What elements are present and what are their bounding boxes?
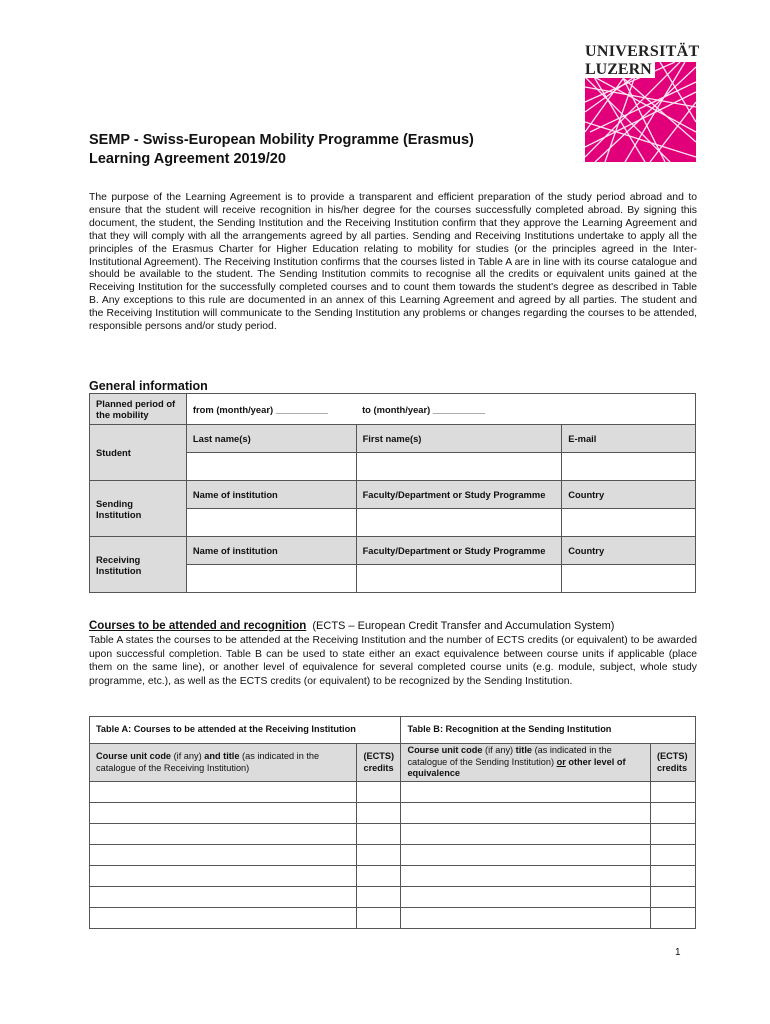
page-number: 1: [675, 947, 681, 958]
table-row: [90, 803, 696, 824]
table-row: [90, 908, 696, 929]
a-course-cell[interactable]: [90, 803, 357, 824]
a-ects-cell[interactable]: [357, 908, 401, 929]
first-name-header: First name(s): [356, 425, 562, 453]
receiving-country-input[interactable]: [562, 565, 696, 593]
sending-name-input[interactable]: [186, 509, 356, 537]
b-course-cell[interactable]: [401, 782, 651, 803]
b-equivalence-label: other level of equivalence: [407, 756, 626, 779]
a-if-any-label: (if any): [171, 751, 205, 761]
last-name-header: Last name(s): [186, 425, 356, 453]
sending-country-header: Country: [562, 481, 696, 509]
b-course-cell[interactable]: [401, 803, 651, 824]
a-title-label: title: [220, 751, 240, 761]
b-title-label: title: [515, 745, 533, 756]
receiving-country-header: Country: [562, 537, 696, 565]
a-course-cell[interactable]: [90, 908, 357, 929]
b-ects-cell[interactable]: [650, 824, 695, 845]
a-ects-cell[interactable]: [357, 845, 401, 866]
courses-table: [89, 716, 696, 929]
a-course-code-label: Course unit code: [96, 751, 172, 761]
a-ects-cell[interactable]: [357, 782, 401, 803]
a-ects-cell[interactable]: [357, 803, 401, 824]
university-logo: [585, 43, 700, 60]
email-header: E-mail: [562, 425, 696, 453]
b-course-cell[interactable]: [401, 824, 651, 845]
b-catalogue-note: (as indicated in the catalogue of the Sending Institution): [407, 745, 612, 767]
a-ects-cell[interactable]: [357, 866, 401, 887]
title-line2: Learning Agreement 2019/20: [89, 151, 286, 167]
table-a-title: Table A: Courses to be attended at the Receiving Institution: [90, 717, 401, 744]
a-course-cell[interactable]: [90, 824, 357, 845]
receiving-name-header: Name of institution: [186, 537, 356, 565]
intro-paragraph: The purpose of the Learning Agreement is to provide a transparent and efficient preparation of the study period abroad and to ensure that the student will receive recognition in his/her degree for the courses successfully completed abroad. By signing this document, the student, the Sending Institution and the Receiving Institution confirm that they approve the Learning Agreement and that they will comply with all the arrangements agreed by all parties. Sending and Receiving Institutions undertake to apply all the principles of the Erasmus Charter for Higher Education relating to mobility for studies (or the principles agreed in the Inter-Institutional Agreement). The Receiving Institution confirms that the courses listed in Table A are in line with its course catalogue and should be available to the student. The Sending Institution commits to recognise all the credits or equivalent units gained at the Receiving Institution for the successfully completed courses and to count them towards the student's degree as described in Table B. Any exceptions to this rule are documented in an annex of this Learning Agreement and agreed by all parties. The student and the Receiving Institution will communicate to the Sending Institution any problems or changes regarding the courses to be attended, responsible persons and/or study period.: [89, 192, 697, 333]
table-row: [90, 887, 696, 908]
table-b-course-header: [401, 744, 651, 782]
b-ects-cell[interactable]: [650, 782, 695, 803]
a-and-label: and: [204, 751, 221, 761]
a-catalogue-note: (as indicated in the catalogue of the Receiving Institution): [96, 751, 320, 773]
title-line1: SEMP - Swiss-European Mobility Programme (Erasmus): [89, 132, 474, 148]
receiving-faculty-header: Faculty/Department or Study Programme: [356, 537, 562, 565]
logo-line2: LUZERN: [585, 62, 655, 78]
b-course-cell[interactable]: [401, 908, 651, 929]
table-b-ects-header: (ECTS) credits: [650, 744, 695, 782]
table-row: [90, 782, 696, 803]
to-field[interactable]: to (month/year) __________: [356, 394, 695, 425]
a-ects-cell[interactable]: [357, 824, 401, 845]
a-course-cell[interactable]: [90, 845, 357, 866]
a-course-cell[interactable]: [90, 866, 357, 887]
document-title: [89, 131, 474, 169]
logo-pattern: [585, 62, 696, 162]
a-ects-cell[interactable]: [357, 887, 401, 908]
courses-heading-title: Courses to be attended and recognition: [89, 620, 307, 632]
student-label: Student: [90, 425, 187, 481]
general-info-table: [89, 393, 696, 593]
table-row: [90, 866, 696, 887]
b-if-any-label: (if any): [482, 745, 516, 756]
receiving-institution-label: Receiving Institution: [90, 537, 187, 593]
from-field[interactable]: from (month/year) __________: [186, 394, 356, 425]
table-a-ects-header: (ECTS) credits: [357, 744, 401, 782]
a-course-cell[interactable]: [90, 782, 357, 803]
b-course-cell[interactable]: [401, 866, 651, 887]
courses-paragraph: Table A states the courses to be attended at the Receiving Institution and the number of ECTS credits (or equivalent) to be awarded upon successful completion. Table B can be used to state either an exact equivalence between course units if applicable (place them on the same line), or another level of equivalence for several completed course units (e.g. module, subject, whole study programme, etc.), as well as the ECTS credits (or equivalent) to be recognized by the Sending Institution.: [89, 635, 697, 687]
table-row: [90, 845, 696, 866]
receiving-name-input[interactable]: [186, 565, 356, 593]
b-course-cell[interactable]: [401, 845, 651, 866]
table-b-title: Table B: Recognition at the Sending Institution: [401, 717, 696, 744]
courses-heading-note: (ECTS – European Credit Transfer and Accumulation System): [312, 620, 615, 632]
receiving-faculty-input[interactable]: [356, 565, 562, 593]
a-course-cell[interactable]: [90, 887, 357, 908]
sending-faculty-input[interactable]: [356, 509, 562, 537]
sending-institution-label: Sending Institution: [90, 481, 187, 537]
b-ects-cell[interactable]: [650, 887, 695, 908]
sending-faculty-header: Faculty/Department or Study Programme: [356, 481, 562, 509]
sending-country-input[interactable]: [562, 509, 696, 537]
logo-line1: UNIVERSITÄT: [585, 43, 700, 60]
sending-name-header: Name of institution: [186, 481, 356, 509]
general-info-heading: General information: [89, 379, 208, 393]
courses-heading: [89, 620, 614, 632]
b-course-cell[interactable]: [401, 887, 651, 908]
first-name-input[interactable]: [356, 453, 562, 481]
b-course-code-label: Course unit code: [407, 745, 483, 756]
table-a-course-header: [90, 744, 357, 782]
b-ects-cell[interactable]: [650, 803, 695, 824]
planned-period-label: Planned period of the mobility: [90, 394, 187, 425]
last-name-input[interactable]: [186, 453, 356, 481]
table-row: [90, 824, 696, 845]
b-ects-cell[interactable]: [650, 908, 695, 929]
b-or-label: or: [556, 756, 566, 767]
b-ects-cell[interactable]: [650, 845, 695, 866]
email-input[interactable]: [562, 453, 696, 481]
b-ects-cell[interactable]: [650, 866, 695, 887]
